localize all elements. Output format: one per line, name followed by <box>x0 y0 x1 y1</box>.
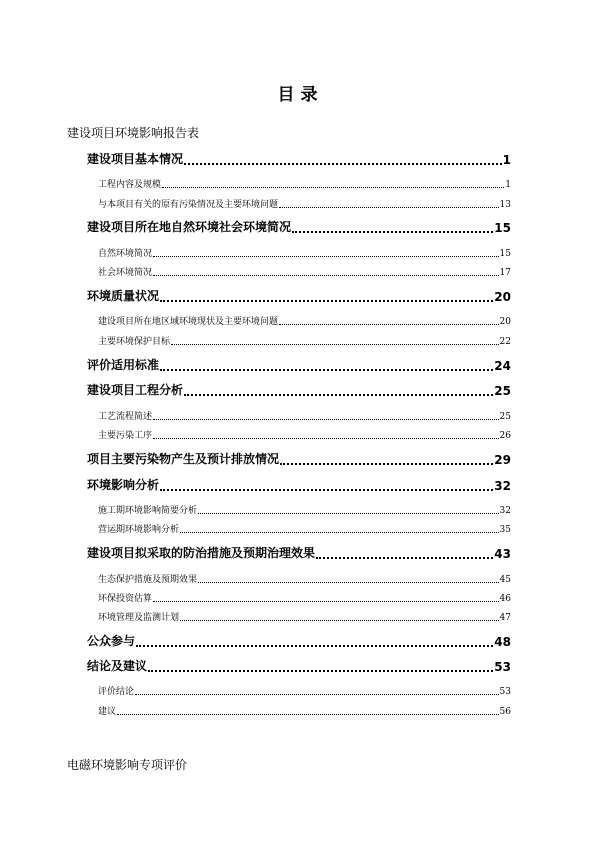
dot-leader <box>162 187 504 188</box>
toc-subentry-page: 53 <box>499 687 511 697</box>
dot-leader <box>292 231 493 233</box>
toc-subentry[interactable] <box>98 428 511 441</box>
dot-leader <box>184 394 493 396</box>
toc-subentry-title: 评价结论 <box>98 687 135 697</box>
dot-leader <box>198 513 499 514</box>
dot-leader <box>153 256 499 257</box>
dot-leader <box>280 463 493 465</box>
toc-entry-page: 32 <box>494 479 511 493</box>
dot-leader <box>153 275 499 276</box>
toc-subentry[interactable] <box>98 246 511 259</box>
toc-entry-title: 环境影响分析 <box>87 478 160 492</box>
toc-subentry[interactable] <box>98 334 511 347</box>
dot-leader <box>184 163 502 165</box>
toc-subentry-title: 自然环境简况 <box>98 249 153 259</box>
dot-leader <box>171 344 499 345</box>
toc-entry[interactable] <box>87 451 511 467</box>
toc-subentry[interactable] <box>98 610 511 623</box>
toc-entry-title: 结论及建议 <box>87 659 148 673</box>
toc-entry[interactable] <box>87 658 511 674</box>
toc-subentry-title: 建设项目所在地区域环境现状及主要环境问题 <box>98 317 279 327</box>
toc-subentry-page: 45 <box>499 575 511 585</box>
toc-subentry[interactable] <box>98 265 511 278</box>
toc-subentry-page: 13 <box>499 200 511 210</box>
toc-entry[interactable] <box>87 633 511 649</box>
toc-subentry-title: 工程内容及规模 <box>98 180 162 190</box>
toc-subentry[interactable] <box>98 177 511 190</box>
toc-subentry-title: 工艺流程简述 <box>98 412 153 422</box>
dot-leader <box>160 369 493 371</box>
toc-subentry-title: 社会环境简况 <box>98 268 153 278</box>
toc-entry[interactable] <box>87 288 511 304</box>
toc-subentry[interactable] <box>98 684 511 697</box>
toc-entry[interactable] <box>87 151 511 167</box>
dot-leader <box>180 620 499 621</box>
toc-subentry[interactable] <box>98 503 511 516</box>
toc-entry[interactable] <box>87 477 511 493</box>
special-assessment-heading: 电磁环境影响专项评价 <box>67 758 188 772</box>
toc-entry-title: 评价适用标准 <box>87 358 160 372</box>
dot-leader <box>160 300 493 302</box>
toc-subentry[interactable] <box>98 704 511 717</box>
toc-subentry-title: 环境管理及监测计划 <box>98 613 180 623</box>
toc-subentry-page: 35 <box>499 525 511 535</box>
toc-entry-title: 环境质量状况 <box>87 289 160 303</box>
toc-subentry[interactable] <box>98 314 511 327</box>
toc-subentry-title: 施工期环境影响简要分析 <box>98 506 198 516</box>
toc-subentry[interactable] <box>98 572 511 585</box>
page-title: 目 录 <box>277 85 318 105</box>
toc-entry-title: 项目主要污染物产生及预计排放情况 <box>87 452 280 466</box>
toc-entry-title: 建设项目基本情况 <box>87 152 184 166</box>
toc-subentry[interactable] <box>98 409 511 422</box>
toc-entry-title: 公众参与 <box>87 634 136 648</box>
dot-leader <box>160 489 493 491</box>
dot-leader <box>153 419 499 420</box>
toc-entry-page: 53 <box>494 660 511 674</box>
dot-leader <box>279 324 499 325</box>
toc-entry-page: 25 <box>494 384 511 398</box>
toc-subentry-page: 20 <box>499 317 511 327</box>
toc-subentry-page: 1 <box>505 180 511 190</box>
toc-subentry-title: 与本项目有关的原有污染情况及主要环境问题 <box>98 200 279 210</box>
toc-subentry-page: 17 <box>499 268 511 278</box>
report-heading: 建设项目环境影响报告表 <box>67 126 200 140</box>
toc-subentry[interactable] <box>98 591 511 604</box>
toc-subentry-title: 建议 <box>98 707 117 717</box>
toc-subentry[interactable] <box>98 197 511 210</box>
toc-subentry-page: 56 <box>499 707 511 717</box>
toc-subentry-title: 生态保护措施及预期效果 <box>98 575 198 585</box>
toc-entry-page: 1 <box>502 153 511 167</box>
dot-leader <box>117 714 499 715</box>
toc-entry-page: 43 <box>494 547 511 561</box>
dot-leader <box>153 601 499 602</box>
toc-entry-title: 建设项目拟采取的防治措施及预期治理效果 <box>87 546 316 560</box>
dot-leader <box>316 557 493 559</box>
toc-subentry[interactable] <box>98 522 511 535</box>
dot-leader <box>180 532 499 533</box>
dot-leader <box>198 582 499 583</box>
toc-subentry-page: 15 <box>499 249 511 259</box>
toc-entry[interactable] <box>87 382 511 398</box>
toc-subentry-page: 22 <box>499 337 511 347</box>
toc-subentry-page: 32 <box>499 506 511 516</box>
toc-entry[interactable] <box>87 545 511 561</box>
dot-leader <box>148 670 493 672</box>
toc-subentry-title: 主要污染工序 <box>98 431 153 441</box>
toc-subentry-page: 26 <box>499 431 511 441</box>
toc-subentry-page: 47 <box>499 613 511 623</box>
toc-subentry-title: 营运期环境影响分析 <box>98 525 180 535</box>
toc-entry[interactable] <box>87 357 511 373</box>
toc-entry-page: 20 <box>494 290 511 304</box>
toc-entry-title: 建设项目所在地自然环境社会环境简况 <box>87 220 292 234</box>
toc-entry-title: 建设项目工程分析 <box>87 383 184 397</box>
dot-leader <box>135 694 499 695</box>
dot-leader <box>153 438 499 439</box>
toc-subentry-page: 25 <box>499 412 511 422</box>
toc-subentry-title: 环保投资估算 <box>98 594 153 604</box>
toc-subentry-title: 主要环境保护目标 <box>98 337 171 347</box>
toc-entry-page: 48 <box>494 635 511 649</box>
toc-entry-page: 29 <box>494 453 511 467</box>
toc-subentry-page: 46 <box>499 594 511 604</box>
toc-entry[interactable] <box>87 219 511 235</box>
dot-leader <box>136 645 493 647</box>
toc-entry-page: 24 <box>494 359 511 373</box>
toc-entry-page: 15 <box>494 221 511 235</box>
dot-leader <box>279 207 499 208</box>
